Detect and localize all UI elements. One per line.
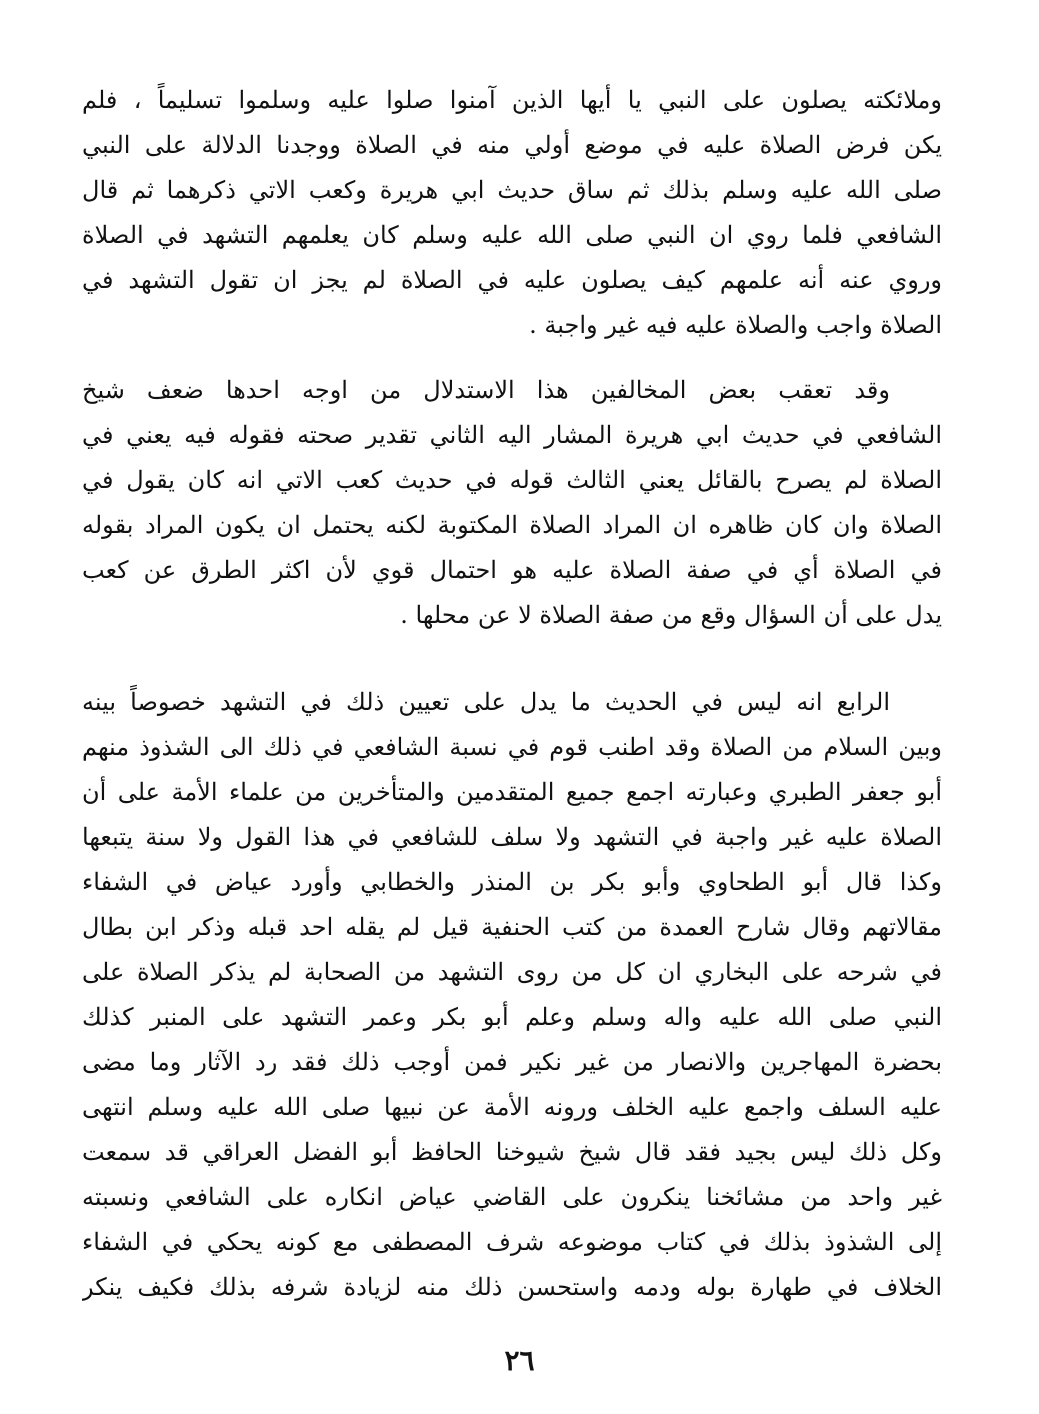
text-line: وكذا قال أبو الطحاوي وأبو بكر بن المنذر والخطابي وأورد عياض في الشفاء (82, 868, 942, 896)
text-line: الشافعي في حديث ابي هريرة المشار اليه الثاني تقدير صحته فقوله فيه يعني في (82, 421, 942, 449)
text-line: إلى الشذوذ بذلك في كتاب موضوعه شرف المصطفى مع كونه يحكي في الشفاء (82, 1228, 942, 1256)
text-line: النبي صلى الله عليه واله وسلم وعلم أبو بكر وعمر التشهد على المنبر كذلك (82, 1003, 942, 1031)
text-line: عليه السلف واجمع عليه الخلف ورونه الأمة عن نبيها صلى الله عليه وسلم انتهى (82, 1093, 942, 1121)
paragraph-2 (82, 368, 942, 638)
text-line: مقالاتهم وقال شارح العمدة من كتب الحنفية قيل لم يقله احد قبله وذكر ابن بطال (82, 913, 942, 941)
text-line: الصلاة عليه غير واجبة في التشهد ولا سلف للشافعي في هذا القول ولا سنة يتبعها (82, 823, 942, 851)
paragraph-3 (82, 680, 942, 1310)
text-line: أبو جعفر الطبري وعبارته اجمع جميع المتقدمين والمتأخرين من علماء الأمة على أن (82, 778, 942, 806)
text-line: الرابع انه ليس في الحديث ما يدل على تعيين ذلك في التشهد خصوصاً بينه (82, 688, 890, 716)
text-line: وقد تعقب بعض المخالفين هذا الاستدلال من اوجه احدها ضعف شيخ (82, 376, 890, 404)
text-line: الصلاة واجب والصلاة عليه فيه غير واجبة . (529, 311, 942, 339)
text-line: غير واحد من مشائخنا ينكرون على القاضي عياض انكاره على الشافعي ونسبته (82, 1183, 942, 1211)
text-line: الصلاة وان كان ظاهره ان المراد الصلاة المكتوبة لكنه يحتمل ان يكون المراد بقوله (82, 511, 942, 539)
text-line: يدل على أن السؤال وقع من صفة الصلاة لا عن محلها . (400, 601, 942, 629)
page-number: ٢٦ (504, 1344, 535, 1377)
text-line: الصلاة لم يصرح بالقائل يعني الثالث قوله في حديث كعب الاتي انه كان يقول في (82, 466, 942, 494)
text-line: بحضرة المهاجرين والانصار من غير نكير فمن أوجب ذلك فقد رد الآثار وما مضى (82, 1048, 942, 1076)
paragraph-1 (82, 78, 942, 348)
text-line: يكن فرض الصلاة عليه في موضع أولي منه في الصلاة ووجدنا الدلالة على النبي (82, 131, 942, 159)
text-line: وملائكته يصلون على النبي يا أيها الذين آمنوا صلوا عليه وسلموا تسليماً ، فلم (82, 86, 942, 114)
text-line: وبين السلام من الصلاة وقد اطنب قوم في نسبة الشافعي في ذلك الى الشذوذ منهم (82, 733, 942, 761)
text-line: في الصلاة أي في صفة الصلاة عليه هو احتمال قوي لأن اكثر الطرق عن كعب (82, 556, 942, 584)
text-line: الشافعي فلما روي ان النبي صلى الله عليه وسلم كان يعلمهم التشهد في الصلاة (82, 221, 942, 249)
text-line: وروي عنه أنه علمهم كيف يصلون عليه في الصلاة لم يجز ان تقول التشهد في (82, 266, 942, 294)
text-line: وكل ذلك ليس بجيد فقد قال شيخ شيوخنا الحافظ أبو الفضل العراقي قد سمعت (82, 1138, 942, 1166)
text-line: صلى الله عليه وسلم بذلك ثم ساق حديث ابي هريرة وكعب الاتي ذكرهما ثم قال (82, 176, 942, 204)
text-line: في شرحه على البخاري ان كل من روى التشهد من الصحابة لم يذكر الصلاة على (82, 958, 942, 986)
text-line: الخلاف في طهارة بوله ودمه واستحسن ذلك منه لزيادة شرفه بذلك فكيف ينكر (82, 1273, 942, 1301)
